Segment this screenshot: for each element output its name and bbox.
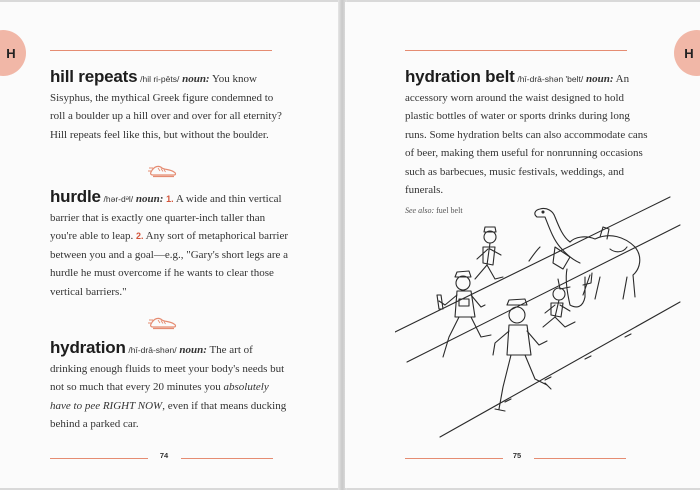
left-page (0, 2, 340, 488)
page-number: 75 (512, 451, 522, 460)
letter-tab-right (674, 30, 700, 76)
pronunciation: /hī-drā-shən/ (128, 345, 177, 355)
see-also-label: See also: (405, 205, 435, 215)
footer-rule (534, 458, 626, 459)
letter-tab-left (0, 30, 26, 76)
see-also-term: fuel belt (436, 205, 463, 215)
headword: hydration (50, 338, 126, 357)
page-number: 74 (159, 451, 169, 460)
sense-number: 2. (135, 231, 144, 241)
definition-emphasis: absolutely have to pee RIGHT NOW (50, 381, 269, 412)
running-shoe-icon (148, 311, 178, 331)
footer-rule (405, 458, 503, 459)
definition: You know Sisyphus, the mythical Greek figure condemned to roll a boulder up a hill over and over for all eternity? Hill repeats feel like this, but without the boulder. (50, 73, 282, 141)
tab-letter: H (684, 45, 694, 61)
runners-with-camel-illustration (395, 187, 685, 442)
definition: The art of drinking enough fluids to meet your body's needs but not so much that every 20 minutes you (50, 344, 285, 393)
running-shoe-icon (148, 159, 178, 179)
footer-rule (50, 458, 148, 459)
pronunciation: /hər-dᵊl/ (103, 194, 134, 204)
definition: An accessory worn around the waist designed to hold plastic bottles of water or sports drinks during long runs. Some hydration belts can also accommodate cans of beer, making them useful for nonrunning occasions such as barbecues, music festivals, weddings, and funerals. (405, 73, 648, 196)
entry-hill-repeats (50, 68, 290, 144)
sense-definition: Any sort of metaphorical barrier between you and a goal—e.g., "Gary's short legs are a hurdle he must overcome if he wants to clear those vertical barriers." (50, 230, 289, 298)
entry-hydration (50, 339, 290, 434)
tab-letter: H (6, 45, 16, 61)
part-of-speech: noun: (135, 193, 164, 205)
footer-rule (181, 458, 273, 459)
part-of-speech: noun: (179, 344, 207, 356)
sense-definition: A wide and thin vertical barrier that is exactly one quarter-inch taller than you're able to leap. (50, 193, 282, 242)
headword: hill repeats (50, 67, 138, 86)
sense-number: 1. (166, 194, 174, 204)
part-of-speech: noun: (585, 73, 614, 85)
headword: hydration belt (405, 67, 515, 86)
header-rule (50, 50, 272, 51)
pronunciation: /hī-drā-shən 'belt/ (517, 74, 584, 84)
part-of-speech: noun: (182, 73, 210, 85)
right-page (345, 2, 700, 488)
definition: , even if that means ducking behind a parked car. (50, 399, 287, 430)
entry-hurdle (50, 188, 290, 301)
pronunciation: /hil ri-pēts/ (140, 74, 180, 84)
headword: hurdle (50, 187, 101, 206)
header-rule (405, 50, 627, 51)
